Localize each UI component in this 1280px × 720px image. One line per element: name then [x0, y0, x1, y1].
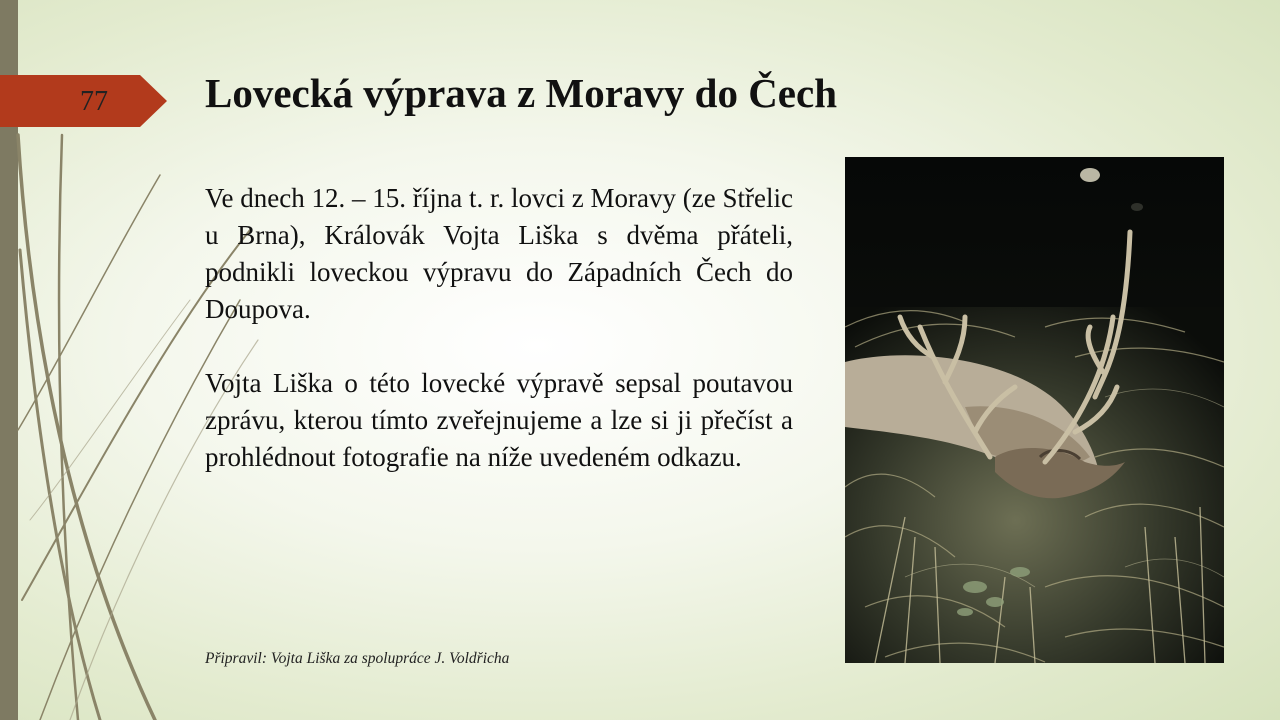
body-paragraph-2: Vojta Liška o této lovecké výpravě sepsal poutavou zprávu, kterou tímto zveřejnujeme a lze si ji přečíst a prohlédnout fotografie na níže uvedeném odkazu.: [205, 368, 793, 472]
slide-title: Lovecká výprava z Moravy do Čech: [205, 70, 837, 116]
author-credit: Připravil: Vojta Liška za spolupráce J. Voldřicha: [205, 650, 510, 667]
deer-trophy-photo: [845, 157, 1224, 663]
slide-number-tag: [0, 75, 167, 127]
slide-body: [205, 180, 793, 476]
body-paragraph-1: Ve dnech 12. – 15. října t. r. lovci z Moravy (ze Střelic u Brna), Královák Vojta Liška s dvěma přáteli, podnikli loveckou výpravu do Západních Čech do Doupova.: [205, 183, 793, 324]
slide-number: 77: [80, 86, 108, 117]
